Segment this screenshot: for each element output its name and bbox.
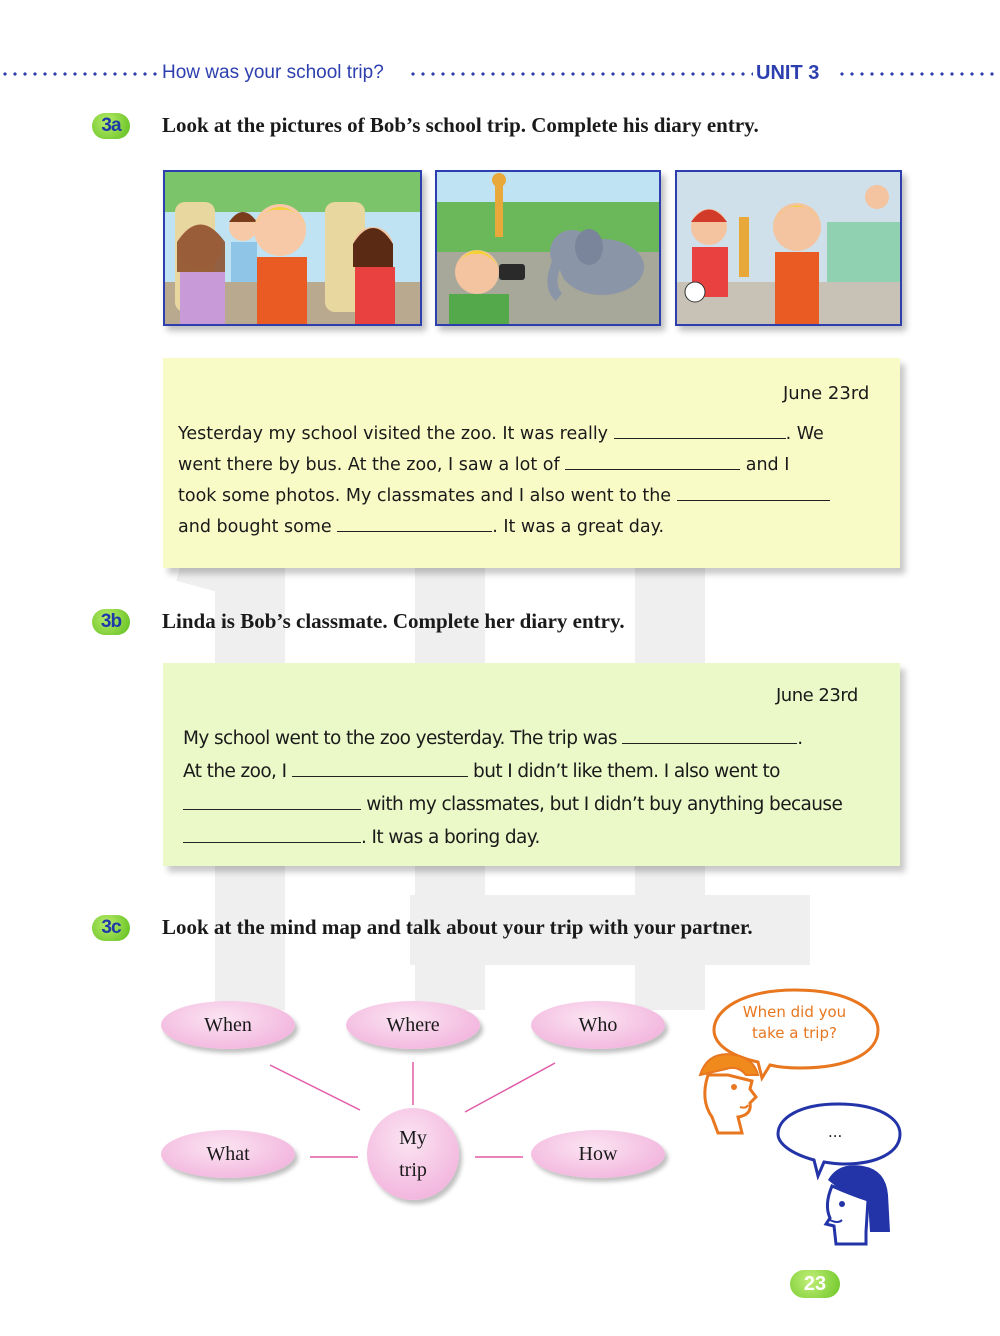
diary-bob-line-1-text-after: . We	[785, 424, 824, 444]
question-line-1: When did you	[742, 1003, 847, 1021]
instruction-3a: Look at the pictures of Bob’s school trip. Complete his diary entry.	[162, 113, 759, 137]
mind-map-node-what: What	[161, 1130, 295, 1178]
diary-linda-line-2-text-before: At the zoo, I	[183, 761, 292, 782]
instruction-3b: Linda is Bob’s classmate. Complete her diary entry.	[162, 609, 625, 633]
badge-3a: 3a	[92, 113, 130, 139]
speech-bubble-question-text	[732, 1002, 857, 1044]
header-title: How was your school trip?	[162, 62, 384, 83]
center-node-line-1: My	[399, 1127, 427, 1149]
diary-linda-line-1-text-after: .	[797, 728, 803, 749]
unit-label: UNIT 3	[756, 62, 820, 84]
mind-map-node-how: How	[531, 1130, 665, 1178]
page-number: 23	[790, 1270, 840, 1298]
center-node-line-2: trip	[399, 1159, 427, 1181]
badge-3b: 3b	[92, 609, 130, 635]
question-line-2: take a trip?	[752, 1024, 837, 1042]
girl-speaker-icon	[808, 1160, 898, 1250]
diary-bob-line-2-text-after: and I	[740, 455, 790, 475]
mind-map-node-where: Where	[346, 1001, 480, 1049]
diary-bob-line-4-text-before: and bought some	[178, 517, 338, 537]
diary-date-linda: June 23rd	[776, 685, 858, 706]
diary-bob-line-4-text-after: . It was a great day.	[492, 517, 665, 537]
speech-bubble-answer-text: ...	[828, 1123, 843, 1141]
diary-bob-line-2-text-before: went there by bus. At the zoo, I saw a lot of	[178, 455, 566, 475]
diary-linda-line-2-text-after: but I didn’t like them. I also went to	[467, 761, 780, 782]
diary-linda-line-3-text-after: with my classmates, but I didn’t buy anything because	[361, 794, 843, 815]
diary-linda-line-4-text-after: . It was a boring day.	[361, 827, 540, 848]
mind-map-node-when: When	[161, 1001, 295, 1049]
diary-linda-line-1-text-before: My school went to the zoo yesterday. The trip was	[183, 728, 623, 749]
diary-bob-line-3-text-before: took some photos. My classmates and I also went to the	[178, 486, 677, 506]
diary-date-bob: June 23rd	[783, 383, 870, 404]
boy-speaker-icon	[688, 1045, 768, 1140]
mind-map-node-who: Who	[531, 1001, 665, 1049]
badge-3c: 3c	[92, 915, 130, 941]
diary-bob-line-1-text-before: Yesterday my school visited the zoo. It was really	[178, 424, 614, 444]
mind-map-center-node	[367, 1108, 459, 1200]
instruction-3c: Look at the mind map and talk about your trip with your partner.	[162, 915, 753, 939]
